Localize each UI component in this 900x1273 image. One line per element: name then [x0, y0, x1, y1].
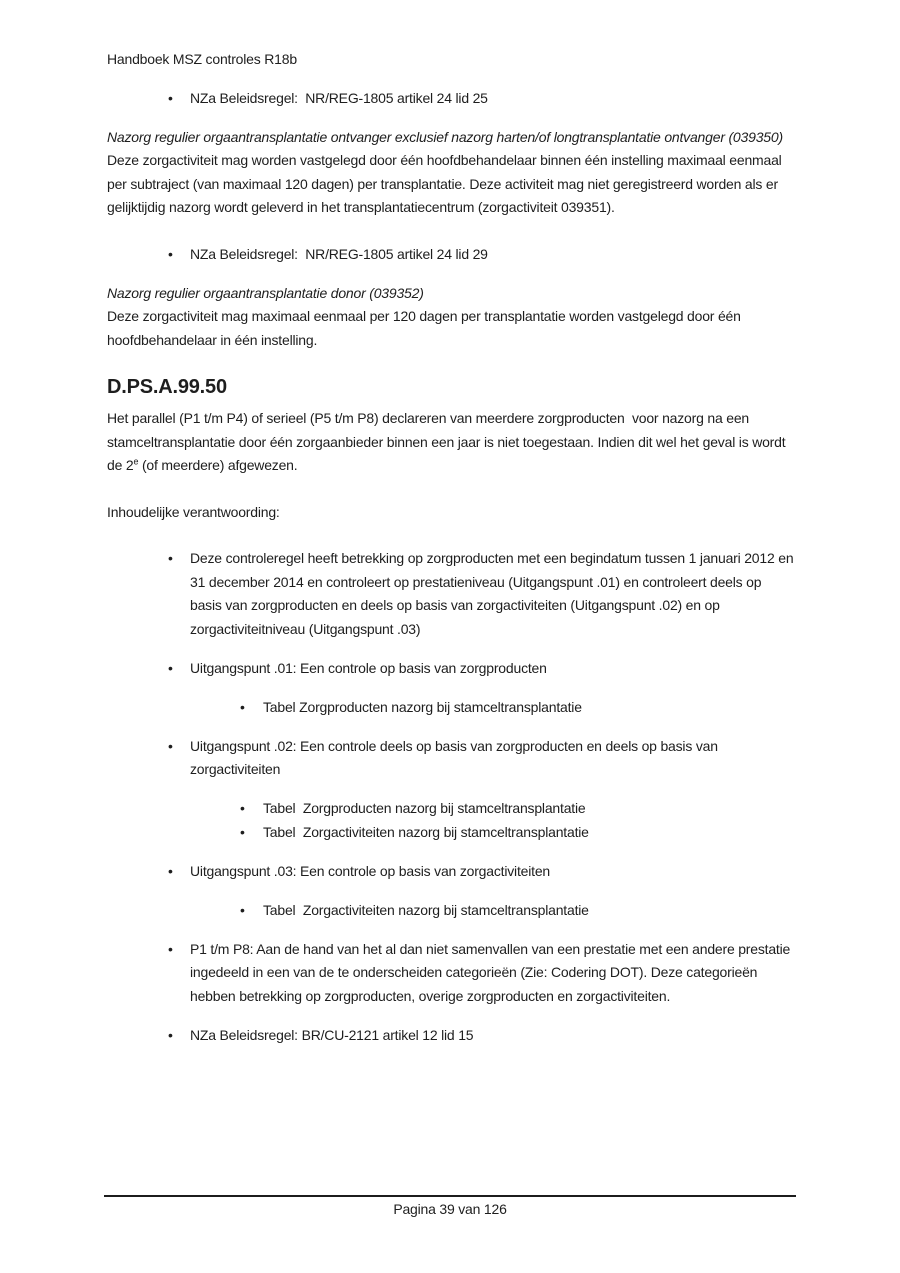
bullet-icon: •: [168, 550, 173, 566]
verantwoording-label: Inhoudelijke verantwoording:: [107, 503, 280, 520]
bullet-text: Uitgangspunt .03: Een controle op basis van zorgactiviteiten: [190, 862, 551, 879]
bullet-icon: •: [168, 1026, 173, 1043]
section-heading: D.PS.A.99.50: [107, 376, 227, 398]
nazorg-donor-body: Deze zorgactiviteit mag maximaal eenmaal per 120 dagen per transplantatie worden vastgelegd door één hoofdbehandelaar in één instelling.: [107, 308, 745, 348]
nazorg-ontvanger-block: [107, 126, 795, 150]
bullet-text: NZa Beleidsregel: NR/REG-1805 artikel 24 lid 29: [190, 245, 488, 262]
section-intro-text-after: (of meerdere) afgewezen.: [138, 457, 298, 473]
bullet-text: P1 t/m P8: Aan de hand van het al dan niet samenvallen van een prestatie met een andere prestatie ingedeeld in een van de te onderscheiden categorieën (Zie: Codering DOT). Deze categorieën hebben betrekking op zorgproducten, overige zorgproducten en zorgactiviteiten.: [190, 940, 794, 1004]
bullet-icon: •: [240, 823, 245, 840]
bullet-text: Tabel Zorgactiviteiten nazorg bij stamceltransplantatie: [263, 823, 589, 840]
nazorg-ontvanger-body: Deze zorgactiviteit mag worden vastgelegd door één hoofdbehandelaar binnen één instelling maximaal eenmaal per subtraject (van maximaal 120 dagen) per transplantatie. Deze activiteit mag niet geregistreerd worden als er gelijktijdig nazorg wordt geleverd in het transplantatiecentrum (zorgactiviteit 039351).: [107, 152, 786, 215]
subbullet-item-tabel-zorgproducten-2: [107, 797, 795, 821]
bullet-icon: •: [168, 940, 173, 957]
bullet-text: NZa Beleidsregel: NR/REG-1805 artikel 24 lid 25: [190, 89, 488, 106]
page-number: Pagina 39 van 126: [393, 1201, 507, 1217]
section-intro-paragraph: [107, 407, 795, 478]
bullet-icon: •: [240, 698, 245, 715]
nazorg-donor-heading: Nazorg regulier orgaantransplantatie donor (039352): [107, 284, 424, 301]
bullet-icon: •: [168, 659, 173, 676]
bullet-item-p1-p8: [107, 938, 795, 1009]
bullet-text: NZa Beleidsregel: BR/CU-2121 artikel 12 lid 15: [190, 1026, 474, 1043]
bullet-item-beleidsregel-lid25: [107, 87, 795, 111]
subbullet-item-tabel-zorgactiviteiten-2: [107, 899, 795, 923]
section-intro-text: Het parallel (P1 t/m P4) of serieel (P5 t/m P8) declareren van meerdere zorgproducten voor nazorg na een stamceltransplantatie door één zorgaanbieder binnen een jaar is niet toegestaan. Indien dit wel het geval is wordt de 2: [107, 410, 790, 473]
bullet-icon: •: [240, 800, 245, 816]
bullet-text: Tabel Zorgproducten nazorg bij stamceltransplantatie: [263, 800, 586, 816]
bullet-item-uitgangspunt-03: [107, 860, 795, 884]
bullet-item-beleidsregel-lid29: [107, 243, 795, 267]
bullet-item-beleidsregel-brcu: [107, 1024, 795, 1048]
bullet-icon: •: [240, 901, 245, 918]
document-header: Handboek MSZ controles R18b: [107, 51, 297, 67]
page-footer: [104, 1195, 796, 1219]
bullet-text: Uitgangspunt .02: Een controle deels op basis van zorgproducten en deels op basis van zorgactiviteiten: [190, 737, 722, 777]
bullet-text: Deze controleregel heeft betrekking op zorgproducten met een begindatum tussen 1 januari 2012 en 31 december 2014 en controleert op prestatieniveau (Uitgangspunt .01) en controleert deels op basis van zorgproducten en deels op basis van zorgactiviteiten (Uitgangspunt .02) en op zorgactiviteitniveau (Uitgangspunt .03): [190, 550, 798, 637]
nazorg-ontvanger-heading: Nazorg regulier orgaantransplantatie ontvanger exclusief nazorg harten/of longtransplantatie ontvanger (039350): [107, 128, 783, 145]
nazorg-donor-block: [107, 282, 795, 306]
subbullet-item-tabel-zorgproducten: [107, 696, 795, 720]
bullet-text: Tabel Zorgproducten nazorg bij stamceltransplantatie: [263, 698, 582, 715]
bullet-icon: •: [168, 89, 173, 106]
bullet-icon: •: [168, 737, 173, 754]
nazorg-ontvanger-paragraph: [107, 149, 795, 220]
bullet-text: Tabel Zorgactiviteiten nazorg bij stamceltransplantatie: [263, 901, 589, 918]
superscript-e: e: [133, 456, 139, 467]
bullet-item-controleregel: [107, 547, 798, 641]
bullet-icon: •: [168, 245, 173, 262]
bullet-icon: •: [168, 862, 173, 879]
bullet-item-uitgangspunt-01: [107, 657, 795, 681]
subbullet-item-tabel-zorgactiviteiten: [107, 821, 795, 845]
nazorg-donor-paragraph: [107, 305, 795, 352]
bullet-text: Uitgangspunt .01: Een controle op basis van zorgproducten: [190, 659, 547, 676]
verantwoording-label-paragraph: [107, 501, 795, 525]
bullet-item-uitgangspunt-02: [107, 735, 795, 782]
